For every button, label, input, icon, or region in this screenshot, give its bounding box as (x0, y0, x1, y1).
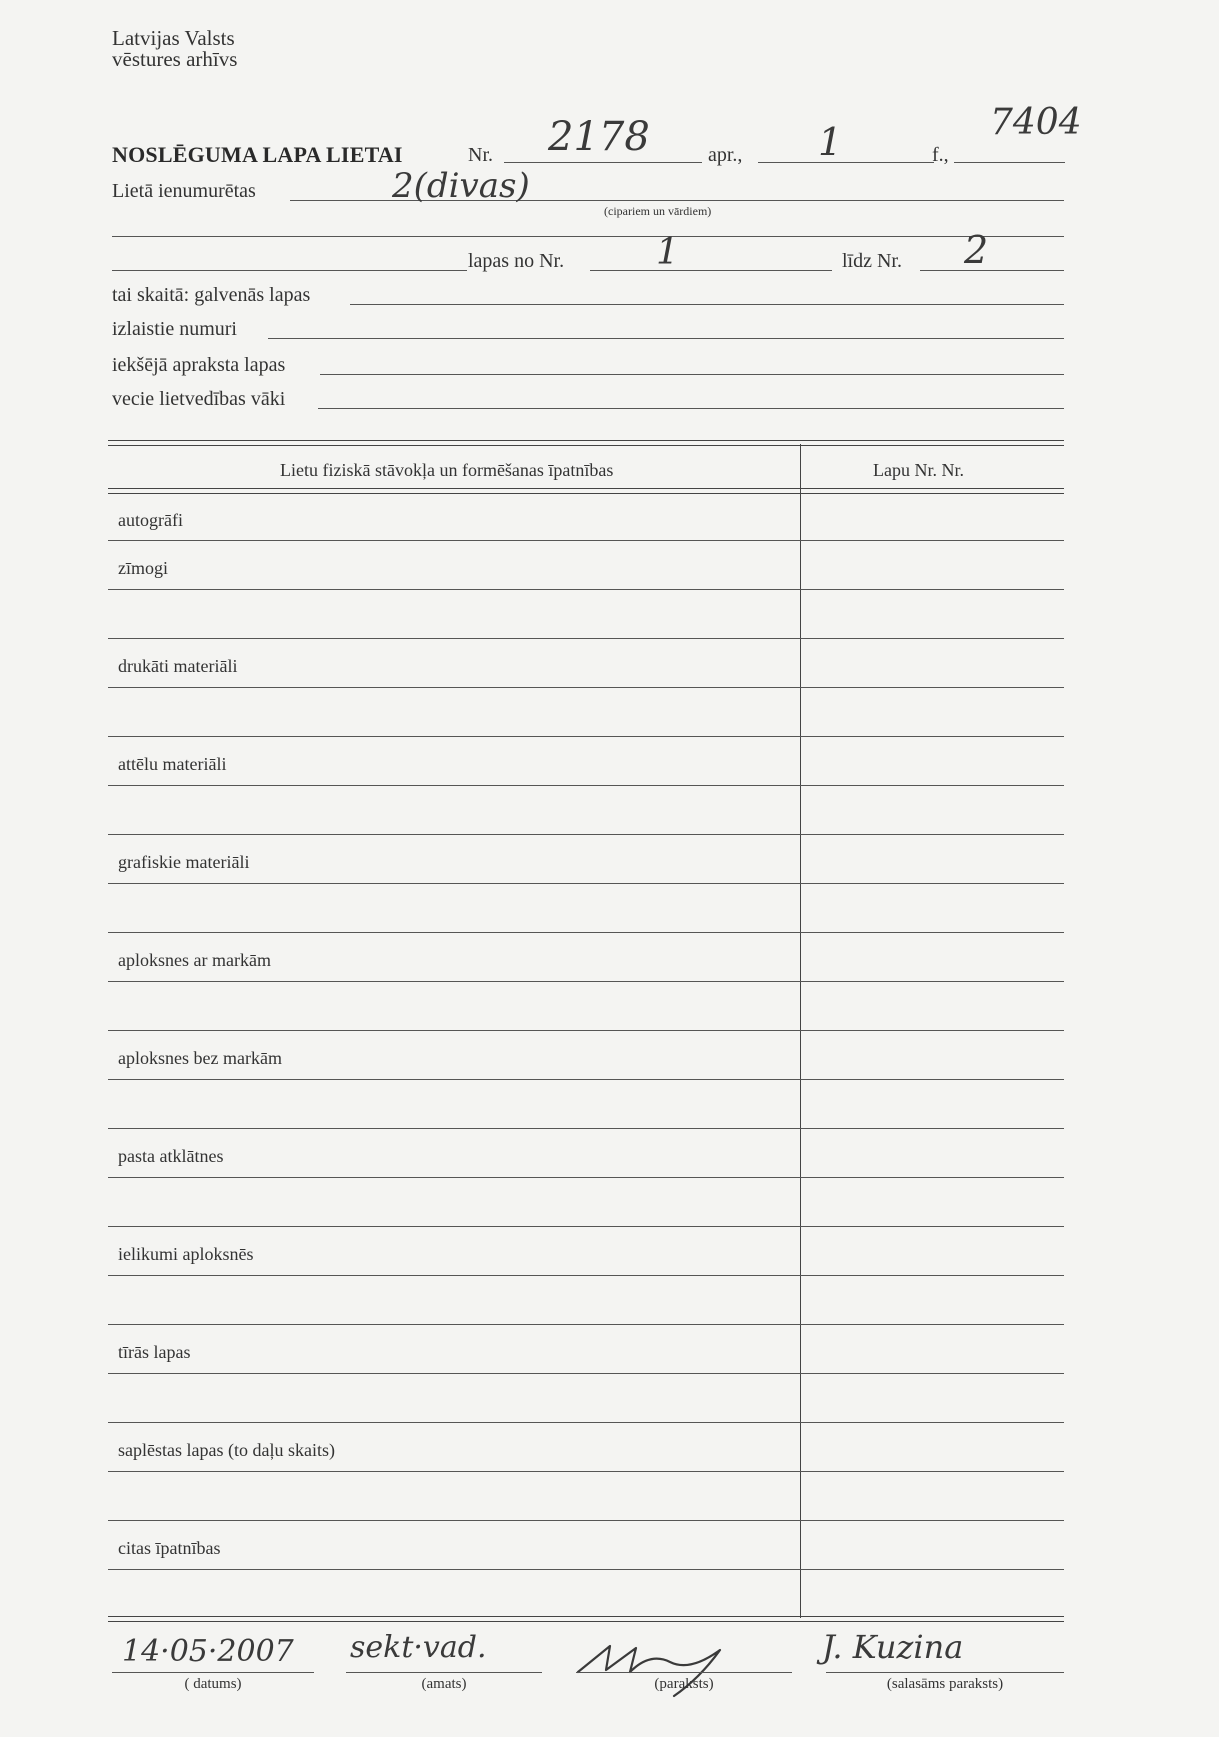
table-row-line (108, 785, 1064, 786)
readable-signature-underline (826, 1672, 1064, 1673)
table-row-line (108, 932, 1064, 933)
apr-value: 1 (818, 120, 843, 164)
table-row-label: pasta atklātnes (118, 1146, 224, 1166)
table-row-line (108, 1177, 1064, 1178)
readable-signature-caption: (salasāms paraksts) (886, 1676, 1004, 1692)
old-covers-underline (318, 408, 1064, 409)
table-row-label: aploksnes ar markām (118, 950, 271, 970)
numbered-second-line (112, 236, 1064, 237)
archive-name (112, 28, 237, 70)
readable-signature-value: J. Kuzina (822, 1628, 964, 1666)
position-underline (346, 1672, 542, 1673)
table-row-label: drukāti materiāli (118, 656, 238, 676)
inventory-label: iekšējā apraksta lapas (112, 354, 286, 376)
table-row-label: attēlu materiāli (118, 754, 227, 774)
date-underline (112, 1672, 314, 1673)
old-covers-label: vecie lietvedības vāki (112, 388, 286, 410)
nr-underline (504, 162, 702, 163)
table-row-line (108, 1079, 1064, 1080)
signature-caption: (paraksts) (654, 1676, 714, 1692)
table-row-line (108, 736, 1064, 737)
apr-underline (758, 162, 934, 163)
table-row-line (108, 1324, 1064, 1325)
f-value: 7404 (990, 102, 1082, 143)
pages-to-label: līdz Nr. (842, 250, 902, 272)
position-value: sekt·vad. (350, 1630, 487, 1665)
pages-to-underline (920, 270, 1064, 271)
pages-from-value: 1 (656, 232, 679, 273)
archive-name-line1: Latvijas Valsts (112, 26, 235, 50)
signature-underline (576, 1672, 792, 1673)
table-row-line (108, 589, 1064, 590)
table-row-line (108, 1275, 1064, 1276)
numbered-value: 2(divas) (392, 166, 530, 206)
table-row-line (108, 1226, 1064, 1227)
table-row-line (108, 981, 1064, 982)
table-row-label: tīrās lapas (118, 1342, 191, 1362)
table-row-line (108, 540, 1064, 541)
table-column-divider (800, 444, 801, 1618)
date-value: 14·05·2007 (122, 1634, 294, 1669)
table-row-line (108, 883, 1064, 884)
pages-from-label: lapas no Nr. (468, 250, 565, 272)
title-row (112, 102, 1082, 172)
table-row-line (108, 1520, 1064, 1521)
archive-name-line2: vēstures arhīvs (112, 47, 238, 71)
skipped-underline (268, 338, 1064, 339)
position-caption: (amats) (421, 1676, 467, 1692)
table-row-line (108, 687, 1064, 688)
date-caption: ( datums) (184, 1676, 242, 1692)
f-label: f., (932, 144, 949, 166)
main-pages-underline (350, 304, 1064, 305)
table-row-label: aploksnes bez markām (118, 1048, 282, 1068)
pages-prefix-line (112, 270, 467, 271)
nr-value: 2178 (548, 114, 650, 160)
table-row-line (108, 638, 1064, 639)
table-top-border (108, 440, 1064, 446)
table-row-label: zīmogi (118, 558, 168, 578)
table-header-pages: Lapu Nr. Nr. (873, 460, 964, 480)
table-row-line (108, 1569, 1064, 1570)
pages-to-value: 2 (964, 228, 989, 272)
table-row-label: saplēstas lapas (to daļu skaits) (118, 1440, 335, 1460)
table-row-line (108, 1373, 1064, 1374)
skipped-label: izlaistie numuri (112, 318, 237, 340)
table-row-label: autogrāfi (118, 510, 183, 530)
table-header-border (108, 488, 1064, 494)
table-row-label: grafiskie materiāli (118, 852, 250, 872)
table-row-line (108, 1128, 1064, 1129)
form-title: NOSLĒGUMA LAPA LIETAI (112, 142, 403, 167)
nr-label: Nr. (468, 144, 493, 166)
table-row-line (108, 1471, 1064, 1472)
table-row-label: ielikumi aploksnēs (118, 1244, 254, 1264)
table-header-features: Lietu fiziskā stāvokļa un formēšanas īpatnības (280, 460, 614, 480)
numbered-hint: (cipariem un vārdiem) (604, 204, 712, 218)
pages-from-underline (590, 270, 832, 271)
table-row-line (108, 1030, 1064, 1031)
f-underline (954, 162, 1065, 163)
main-pages-label: tai skaitā: galvenās lapas (112, 284, 311, 306)
table-row-line (108, 1422, 1064, 1423)
table-row-label: citas īpatnības (118, 1538, 221, 1558)
inventory-underline (320, 374, 1064, 375)
numbered-label: Lietā ienumurētas (112, 180, 256, 202)
apr-label: apr., (708, 144, 743, 166)
table-bottom-border (108, 1616, 1064, 1622)
table-row-line (108, 834, 1064, 835)
